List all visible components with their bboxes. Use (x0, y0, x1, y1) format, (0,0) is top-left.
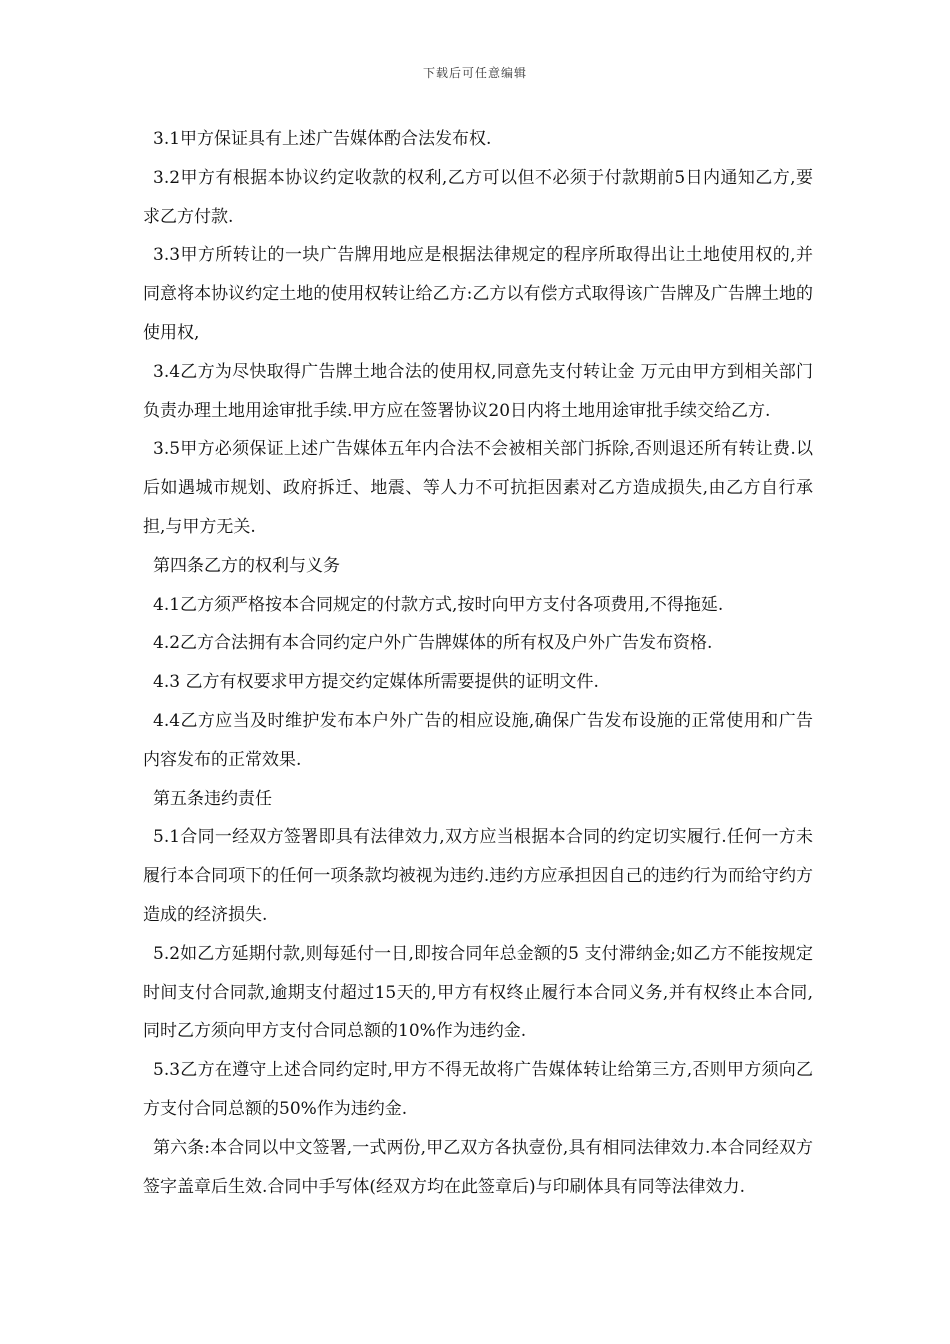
clause-5-2: 5.2如乙方延期付款,则每延付一日,即按合同年总金额的5 支付滞纳金;如乙方不能按规定时间支付合同款,逾期支付超过15天的,甲方有权终止履行本合同义务,并有权终止本合同,同时乙方须向甲方支付合同总额的10%作为违约金. (143, 943, 813, 1042)
clause-4-2: 4.2乙方合法拥有本合同约定户外广告牌媒体的所有权及户外广告发布资格. (153, 633, 713, 654)
document-body (143, 120, 813, 1206)
clause-5-1: 5.1合同一经双方签署即具有法律效力,双方应当根据本合同的约定切实履行.任何一方未履行本合同项下的任何一项条款均被视为违约.违约方应承担因自己的违约行为而给守约方造成的经济损失. (143, 827, 813, 925)
section-heading-4: 第四条乙方的权利与义务 (153, 555, 340, 576)
clause-4-1: 4.1乙方须严格按本合同规定的付款方式,按时向甲方支付各项费用,不得拖延. (153, 594, 724, 615)
section-6: 第六条:本合同以中文签署,一式两份,甲乙双方各执壹份,具有相同法律效力.本合同经双方签字盖章后生效.合同中手写体(经双方均在此签章后)与印刷体具有同等法律效力. (143, 1137, 813, 1197)
clause-3-2: 3.2甲方有根据本协议约定收款的权利,乙方可以但不必须于付款期前5日内通知乙方,要求乙方付款. (143, 167, 813, 227)
clause-3-3: 3.3甲方所转让的一块广告牌用地应是根据法律规定的程序所取得出让土地使用权的,并同意将本协议约定土地的使用权转让给乙方:乙方以有偿方式取得该广告牌及广告牌土地的使用权, (143, 245, 813, 343)
page-header: 下载后可任意编辑 (422, 66, 527, 80)
clause-3-4: 3.4乙方为尽快取得广告牌土地合法的使用权,同意先支付转让金 万元由甲方到相关部门负责办理土地用途审批手续.甲方应在签署协议20日内将土地用途审批手续交给乙方. (143, 361, 813, 421)
clause-4-4: 4.4乙方应当及时维护发布本户外广告的相应设施,确保广告发布设施的正常使用和广告内容发布的正常效果. (143, 710, 813, 770)
clause-5-3: 5.3乙方在遵守上述合同约定时,甲方不得无故将广告媒体转让给第三方,否则甲方须向乙方支付合同总额的50%作为违约金. (143, 1060, 813, 1119)
clause-3-1: 3.1甲方保证具有上述广告媒体酌合法发布权. (153, 129, 492, 149)
clause-4-3: 4.3 乙方有权要求甲方提交约定媒体所需要提供的证明文件. (153, 672, 599, 693)
section-heading-5: 第五条违约责任 (153, 788, 272, 809)
clause-3-5: 3.5甲方必须保证上述广告媒体五年内合法不会被相关部门拆除,否则退还所有转让费.以后如遇城市规划、政府拆迁、地震、等人力不可抗拒因素对乙方造成损失,由乙方自行承担,与甲方无关. (143, 439, 813, 537)
